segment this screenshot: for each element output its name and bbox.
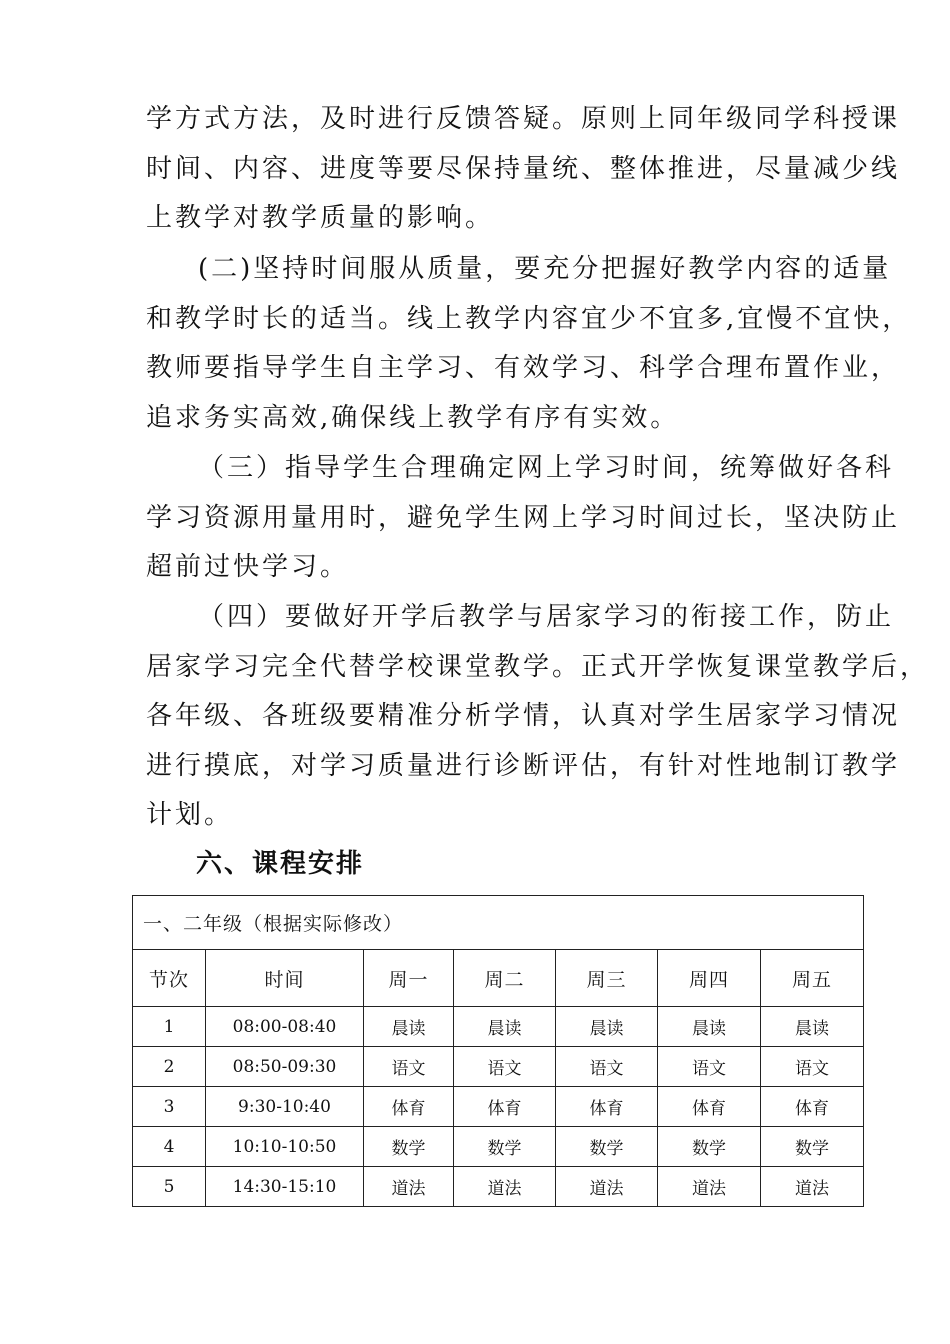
table-row	[133, 1087, 864, 1127]
header-thursday: 周四	[658, 950, 761, 1007]
table-row	[133, 1127, 864, 1167]
cell-subject: 晨读	[556, 1007, 658, 1047]
text-line: 教师要指导学生自主学习、有效学习、科学合理布置作业，	[146, 353, 901, 383]
text-line: 进行摸底，对学习质量进行诊断评估，有针对性地制订教学	[146, 750, 901, 781]
cell-subject: 数学	[658, 1127, 761, 1167]
cell-subject: 语文	[454, 1047, 556, 1087]
section-heading: 六、课程安排	[196, 849, 365, 879]
cell-subject: 体育	[454, 1087, 556, 1127]
cell-subject: 数学	[364, 1127, 454, 1167]
cell-subject: 道法	[556, 1167, 658, 1207]
cell-subject: 道法	[761, 1167, 864, 1207]
text-line: （三）指导学生合理确定网上学习时间，统筹做好各科	[198, 453, 895, 483]
header-monday: 周一	[364, 950, 454, 1007]
cell-period: 4	[133, 1127, 206, 1167]
cell-subject: 体育	[364, 1087, 454, 1127]
cell-subject: 数学	[761, 1127, 864, 1167]
cell-subject: 晨读	[761, 1007, 864, 1047]
text-line: 上教学对教学质量的影响。	[146, 203, 495, 233]
cell-subject: 晨读	[454, 1007, 556, 1047]
cell-time: 14:30-15:10	[206, 1167, 364, 1207]
table-row	[133, 1007, 864, 1047]
text-line: 超前过快学习。	[146, 552, 350, 582]
paragraph-time-quality	[146, 245, 912, 443]
cell-subject: 体育	[658, 1087, 761, 1127]
cell-subject: 道法	[454, 1167, 556, 1207]
cell-subject: 道法	[364, 1167, 454, 1207]
cell-subject: 数学	[556, 1127, 658, 1167]
header-wednesday: 周三	[556, 950, 658, 1007]
text-line: 计划。	[146, 800, 234, 830]
cell-time: 08:00-08:40	[206, 1007, 364, 1047]
cell-subject: 晨读	[658, 1007, 761, 1047]
header-period: 节次	[133, 950, 206, 1007]
cell-subject: 语文	[364, 1047, 454, 1087]
header-tuesday: 周二	[454, 950, 556, 1007]
paragraph-transition-work	[146, 593, 930, 841]
table-row	[133, 1047, 864, 1087]
text-line: （四）要做好开学后教学与居家学习的衔接工作，防止	[198, 602, 895, 632]
paragraph-study-time	[146, 444, 901, 593]
cell-period: 2	[133, 1047, 206, 1087]
cell-subject: 体育	[556, 1087, 658, 1127]
cell-subject: 体育	[761, 1087, 864, 1127]
table-caption: 一、二年级（根据实际修改）	[133, 896, 864, 950]
text-line: 居家学习完全代替学校课堂教学。正式开学恢复课堂教学后，	[146, 651, 930, 682]
cell-period: 1	[133, 1007, 206, 1047]
table-row	[133, 1167, 864, 1207]
text-line: 追求务实高效,确保线上教学有序有实效。	[146, 402, 680, 433]
header-friday: 周五	[761, 950, 864, 1007]
cell-subject: 语文	[761, 1047, 864, 1087]
cell-time: 9:30-10:40	[206, 1087, 364, 1127]
cell-subject: 语文	[556, 1047, 658, 1087]
table-caption-row	[133, 896, 864, 950]
text-line: 时间、内容、进度等要尽保持量统、整体推进，尽量减少线	[146, 153, 901, 184]
cell-subject: 道法	[658, 1167, 761, 1207]
paragraph-teaching-methods	[146, 95, 901, 244]
header-time: 时间	[206, 950, 364, 1007]
cell-subject: 数学	[454, 1127, 556, 1167]
cell-period: 5	[133, 1167, 206, 1207]
cell-time: 08:50-09:30	[206, 1047, 364, 1087]
course-schedule-table	[132, 895, 864, 1207]
text-line: 学方式方法，及时进行反馈答疑。原则上同年级同学科授课	[146, 104, 901, 134]
text-line: 学习资源用量用时，避免学生网上学习时间过长，坚决防止	[146, 502, 901, 533]
cell-subject: 语文	[658, 1047, 761, 1087]
text-line: (二)坚持时间服从质量，要充分把握好教学内容的适量	[198, 254, 892, 284]
cell-period: 3	[133, 1087, 206, 1127]
text-line: 各年级、各班级要精准分析学情，认真对学生居家学习情况	[146, 701, 901, 731]
cell-subject: 晨读	[364, 1007, 454, 1047]
table-header-row	[133, 950, 864, 1007]
cell-time: 10:10-10:50	[206, 1127, 364, 1167]
text-line: 和教学时长的适当。线上教学内容宜少不宜多,宜慢不宜快，	[146, 303, 912, 334]
